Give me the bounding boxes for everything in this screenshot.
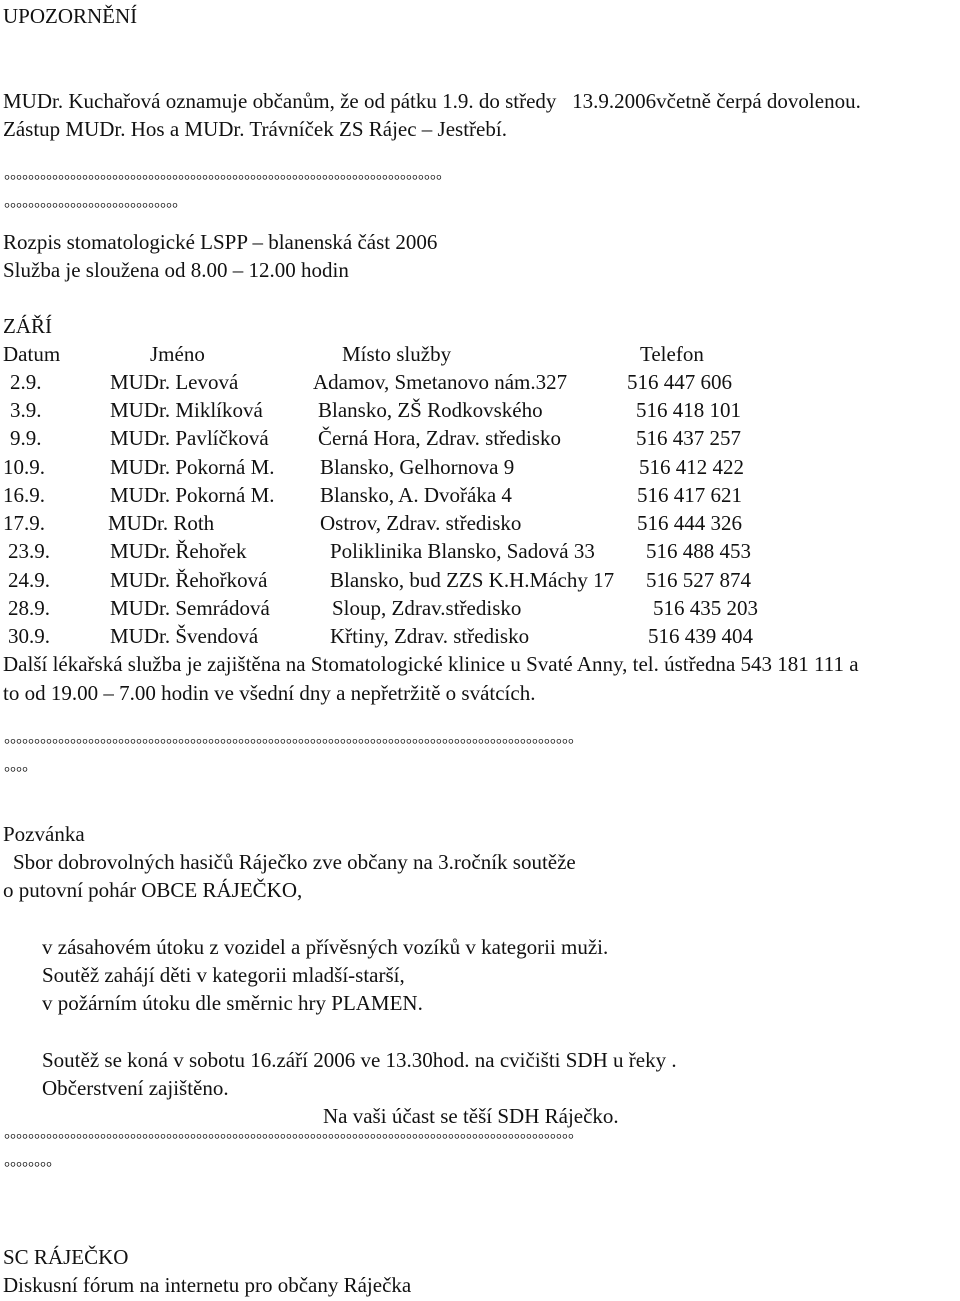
cell-date: 28.9. <box>8 596 50 620</box>
table-row <box>0 482 742 508</box>
invitation-line-5: v požárním útoku dle směrnic hry PLAMEN. <box>42 991 423 1015</box>
invitation-line-7: Občerstvení zajištěno. <box>42 1076 229 1100</box>
cell-date: 24.9. <box>8 568 50 592</box>
cell-phone: 516 447 606 <box>627 370 732 394</box>
schedule-header-row <box>0 341 704 367</box>
cell-phone: 516 488 453 <box>646 539 751 563</box>
cell-phone: 516 435 203 <box>653 596 758 620</box>
cell-place: Křtiny, Zdrav. středisko <box>330 624 530 648</box>
table-row <box>0 397 741 423</box>
cell-name: MUDr. Pokorná M. <box>110 455 275 479</box>
cell-place: Blansko, ZŠ Rodkovského <box>318 398 543 422</box>
invitation-line-4: Soutěž zahájí děti v kategorii mladší-starší, <box>42 963 405 987</box>
cell-place: Blansko, bud ZZS K.H.Máchy 17 <box>330 568 615 592</box>
schedule-hours: Služba je sloužena od 8.00 – 12.00 hodin <box>3 258 349 282</box>
cell-date: 23.9. <box>8 539 50 563</box>
schedule-footer-1: Další lékařská služba je zajištěna na Stomatologické klinice u Svaté Anny, tel. ústředna 543 181 111 a <box>3 652 859 676</box>
table-row <box>0 595 758 621</box>
table-row <box>0 510 742 536</box>
cell-name: MUDr. Levová <box>110 370 239 394</box>
cell-place: Sloup, Zdrav.středisko <box>332 596 522 620</box>
cell-name: MUDr. Roth <box>108 511 215 535</box>
header-telefon: Telefon <box>640 342 704 366</box>
schedule-footer-2: to od 19.00 – 7.00 hodin ve všední dny a nepřetržitě o svátcích. <box>3 681 536 705</box>
schedule-title: Rozpis stomatologické LSPP – blanenská část 2006 <box>3 230 438 254</box>
cell-phone: 516 437 257 <box>636 426 741 450</box>
table-row <box>0 425 741 451</box>
notice-title: UPOZORNĚNÍ <box>3 4 138 28</box>
cell-place: Adamov, Smetanovo nám.327 <box>313 370 568 394</box>
cell-name: MUDr. Řehořek <box>110 539 247 563</box>
cell-place: Blansko, A. Dvořáka 4 <box>320 483 512 507</box>
notice-line-1: MUDr. Kuchařová oznamuje občanům, že od pátku 1.9. do středy 13.9.2006včetně čerpá dovolenou. <box>3 89 861 113</box>
separator: °°°°°°°°°°°°°°°°°°°°°°°°°°°°°°°°°°°°°°°°°°°°°°°°°°°°°°°°°°°°°°°°°°°°°°°°°°°°°°°°°°°°°°°°°°°°°°° <box>4 737 574 753</box>
cell-date: 2.9. <box>10 370 42 394</box>
invitation-signature: Na vaši účast se těší SDH Ráječko. <box>323 1104 619 1128</box>
invitation-line-6: Soutěž se koná v sobotu 16.září 2006 ve 13.30hod. na cvičišti SDH u řeky . <box>42 1048 677 1072</box>
header-misto: Místo služby <box>342 342 452 366</box>
cell-date: 16.9. <box>3 483 45 507</box>
notice-line-2: Zástup MUDr. Hos a MUDr. Trávníček ZS Rájec – Jestřebí. <box>3 117 507 141</box>
separator: °°°°°°°°°°°°°°°°°°°°°°°°°°°°°°°°°°°°°°°°°°°°°°°°°°°°°°°°°°°°°°°°°°°°°°°°° <box>4 173 442 189</box>
table-row <box>0 567 751 593</box>
cell-name: MUDr. Semrádová <box>110 596 270 620</box>
footer-org: SC RÁJEČKO <box>3 1245 129 1269</box>
cell-place: Blansko, Gelhornova 9 <box>320 455 515 479</box>
cell-date: 17.9. <box>3 511 45 535</box>
table-row <box>0 623 753 649</box>
cell-place: Černá Hora, Zdrav. středisko <box>318 426 561 450</box>
cell-date: 30.9. <box>8 624 50 648</box>
header-datum: Datum <box>3 342 61 366</box>
invitation-line-2: o putovní pohár OBCE RÁJEČKO, <box>3 878 303 902</box>
cell-date: 10.9. <box>3 455 45 479</box>
table-row <box>0 538 751 564</box>
cell-phone: 516 527 874 <box>646 568 751 592</box>
header-jmeno: Jméno <box>150 342 205 366</box>
table-row <box>0 369 732 395</box>
separator: °°°°°°°°°°°°°°°°°°°°°°°°°°°°°°°°°°°°°°°°°°°°°°°°°°°°°°°°°°°°°°°°°°°°°°°°°°°°°°°°°°°°°°°°°°°°°°° <box>4 1132 574 1148</box>
table-row <box>0 454 744 480</box>
footer-tagline: Diskusní fórum na internetu pro občany Ráječka <box>3 1273 412 1297</box>
cell-name: MUDr. Švendová <box>110 624 259 648</box>
cell-phone: 516 439 404 <box>648 624 753 648</box>
cell-name: MUDr. Pavlíčková <box>110 426 269 450</box>
cell-date: 9.9. <box>10 426 42 450</box>
cell-place: Ostrov, Zdrav. středisko <box>320 511 522 535</box>
cell-phone: 516 417 621 <box>637 483 742 507</box>
cell-phone: 516 444 326 <box>637 511 742 535</box>
cell-date: 3.9. <box>10 398 42 422</box>
separator: °°°°°°°°°°°°°°°°°°°°°°°°°°°°° <box>4 201 178 217</box>
cell-phone: 516 418 101 <box>636 398 741 422</box>
schedule-month: ZÁŘÍ <box>3 314 52 338</box>
invitation-line-1: Sbor dobrovolných hasičů Ráječko zve občany na 3.ročník soutěže <box>13 850 576 874</box>
invitation-title: Pozvánka <box>3 822 85 846</box>
cell-place: Poliklinika Blansko, Sadová 33 <box>330 539 595 563</box>
separator: °°°°°°°° <box>4 1160 52 1176</box>
cell-name: MUDr. Pokorná M. <box>110 483 275 507</box>
cell-phone: 516 412 422 <box>639 455 744 479</box>
invitation-line-3: v zásahovém útoku z vozidel a přívěsných vozíků v kategorii muži. <box>42 935 609 959</box>
cell-name: MUDr. Miklíková <box>110 398 263 422</box>
separator: °°°° <box>4 765 28 781</box>
cell-name: MUDr. Řehořková <box>110 568 268 592</box>
